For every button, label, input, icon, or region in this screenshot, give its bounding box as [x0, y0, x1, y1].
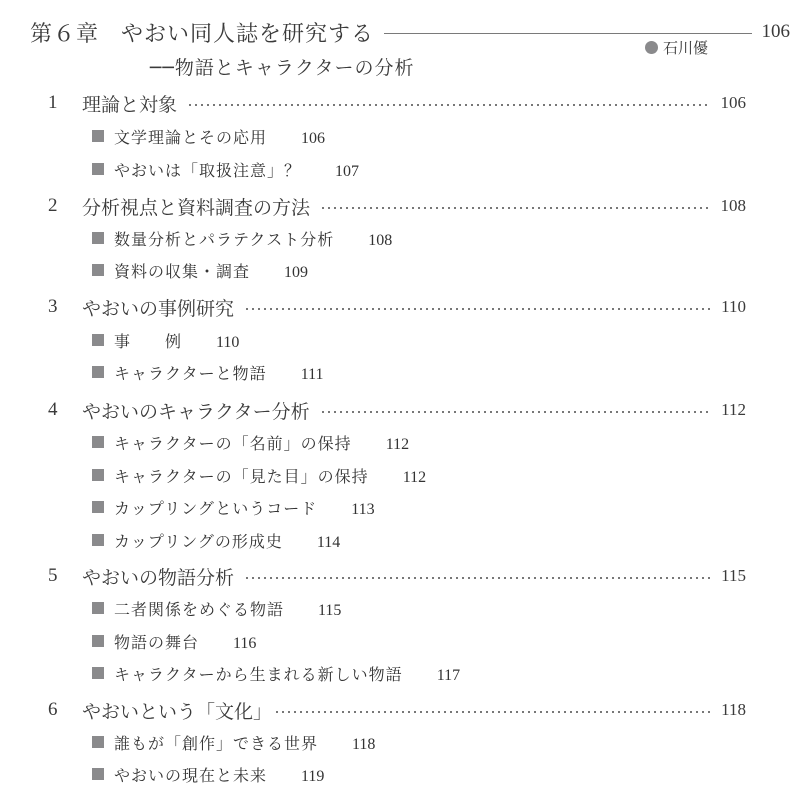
- section-page-number: 115: [721, 566, 746, 585]
- chapter-rule: [384, 33, 751, 34]
- dot-leader: [320, 411, 712, 413]
- square-bullet-icon: [92, 232, 104, 244]
- circle-bullet-icon: [645, 41, 658, 54]
- toc-subsection[interactable]: [92, 526, 340, 554]
- subsection-title: カップリングというコード: [114, 498, 318, 518]
- section-number: 3: [48, 296, 58, 317]
- subsection-page-number: 115: [318, 602, 342, 619]
- toc-subsection[interactable]: [92, 155, 359, 183]
- subsection-title: カップリングの形成史: [114, 531, 283, 551]
- subsection-title: キャラクターから生まれる新しい物語: [114, 664, 403, 684]
- square-bullet-icon: [92, 163, 104, 175]
- subsection-page-number: 113: [351, 501, 375, 518]
- section-number: 6: [48, 699, 58, 720]
- square-bullet-icon: [92, 469, 104, 481]
- subsection-title: やおいの現在と未来: [114, 765, 268, 785]
- toc-subsection[interactable]: [92, 224, 392, 252]
- toc-subsection[interactable]: [92, 256, 308, 284]
- square-bullet-icon: [92, 768, 104, 780]
- dot-leader: [244, 308, 711, 310]
- section-page-number: 106: [720, 93, 746, 112]
- chapter-subtitle: ──物語とキャラクターの分析: [150, 57, 415, 79]
- subsection-page-number: 111: [300, 366, 324, 383]
- toc-subsection[interactable]: [92, 428, 409, 456]
- square-bullet-icon: [92, 667, 104, 679]
- square-bullet-icon: [92, 334, 104, 346]
- section-number: 5: [48, 565, 58, 586]
- subsection-title: キャラクターの「見た目」の保持: [114, 466, 369, 486]
- section-page-number: 112: [721, 400, 746, 419]
- square-bullet-icon: [92, 366, 104, 378]
- toc-subsection[interactable]: [92, 760, 324, 788]
- dot-leader: [187, 104, 710, 106]
- toc-section[interactable]: [48, 561, 746, 591]
- subsection-page-number: 114: [316, 534, 341, 551]
- subsection-page-number: 109: [284, 264, 309, 281]
- subsection-title: 資料の収集・調査: [114, 261, 251, 281]
- toc-section[interactable]: [48, 695, 746, 725]
- section-page-number: 118: [721, 700, 746, 719]
- toc-section[interactable]: [48, 292, 746, 322]
- subsection-page-number: 112: [385, 436, 410, 453]
- subsection-title: 二者関係をめぐる物語: [114, 599, 285, 619]
- subsection-page-number: 118: [352, 736, 376, 753]
- dot-leader: [244, 577, 711, 579]
- subsection-page-number: 106: [301, 130, 326, 147]
- section-title: 理論と対象: [82, 93, 178, 116]
- section-page-number: 108: [720, 196, 746, 215]
- chapter-title: やおい同人誌を研究する: [121, 21, 375, 47]
- toc-subsection[interactable]: [92, 728, 375, 756]
- dot-leader: [274, 711, 711, 713]
- subsection-title: 物語の舞台: [114, 632, 200, 652]
- section-number: 4: [48, 399, 58, 420]
- toc-section[interactable]: [48, 88, 746, 118]
- subsection-title: キャラクターと物語: [114, 363, 267, 383]
- section-title: やおいの事例研究: [82, 297, 235, 320]
- subsection-title: キャラクターの「名前」の保持: [114, 433, 352, 453]
- toc-subsection[interactable]: [92, 594, 341, 622]
- subsection-page-number: 108: [368, 232, 393, 249]
- toc-section[interactable]: [48, 191, 746, 221]
- dot-leader: [320, 207, 710, 209]
- square-bullet-icon: [92, 130, 104, 142]
- subsection-title: 事 例: [114, 331, 183, 351]
- square-bullet-icon: [92, 436, 104, 448]
- chapter-label: 第６章: [30, 21, 100, 47]
- square-bullet-icon: [92, 635, 104, 647]
- toc-subsection[interactable]: [92, 326, 239, 354]
- subsection-title: 誰もが「創作」できる世界: [114, 733, 319, 753]
- subsection-title: 文学理論とその応用: [114, 127, 268, 147]
- toc-subsection[interactable]: [92, 627, 256, 655]
- section-title: やおいの物語分析: [82, 566, 235, 589]
- section-title: やおいのキャラクター分析: [82, 400, 310, 423]
- square-bullet-icon: [92, 534, 104, 546]
- author-name: 石川優: [663, 39, 709, 57]
- subsection-page-number: 119: [301, 768, 325, 785]
- subsection-page-number: 107: [335, 163, 360, 180]
- toc-subsection[interactable]: [92, 461, 426, 489]
- toc-subsection[interactable]: [92, 659, 460, 687]
- toc-subsection[interactable]: [92, 493, 375, 521]
- subsection-title: やおいは「取扱注意」？: [114, 160, 302, 180]
- subsection-title: 数量分析とパラテクスト分析: [114, 229, 335, 249]
- section-number: 2: [48, 195, 58, 216]
- subsection-page-number: 110: [216, 334, 240, 351]
- subsection-page-number: 117: [436, 667, 461, 684]
- section-title: 分析視点と資料調査の方法: [82, 196, 311, 219]
- square-bullet-icon: [92, 501, 104, 513]
- square-bullet-icon: [92, 264, 104, 276]
- author: [645, 37, 708, 58]
- square-bullet-icon: [92, 602, 104, 614]
- toc-subsection[interactable]: [92, 358, 324, 386]
- toc-section[interactable]: [48, 395, 746, 425]
- subsection-page-number: 112: [402, 469, 427, 486]
- square-bullet-icon: [92, 736, 104, 748]
- section-title: やおいという「文化」: [82, 700, 273, 723]
- section-number: 1: [48, 92, 58, 113]
- section-page-number: 110: [721, 297, 746, 316]
- chapter-page-number: 106: [761, 21, 790, 42]
- subsection-page-number: 116: [233, 635, 257, 652]
- toc-subsection[interactable]: [92, 122, 325, 150]
